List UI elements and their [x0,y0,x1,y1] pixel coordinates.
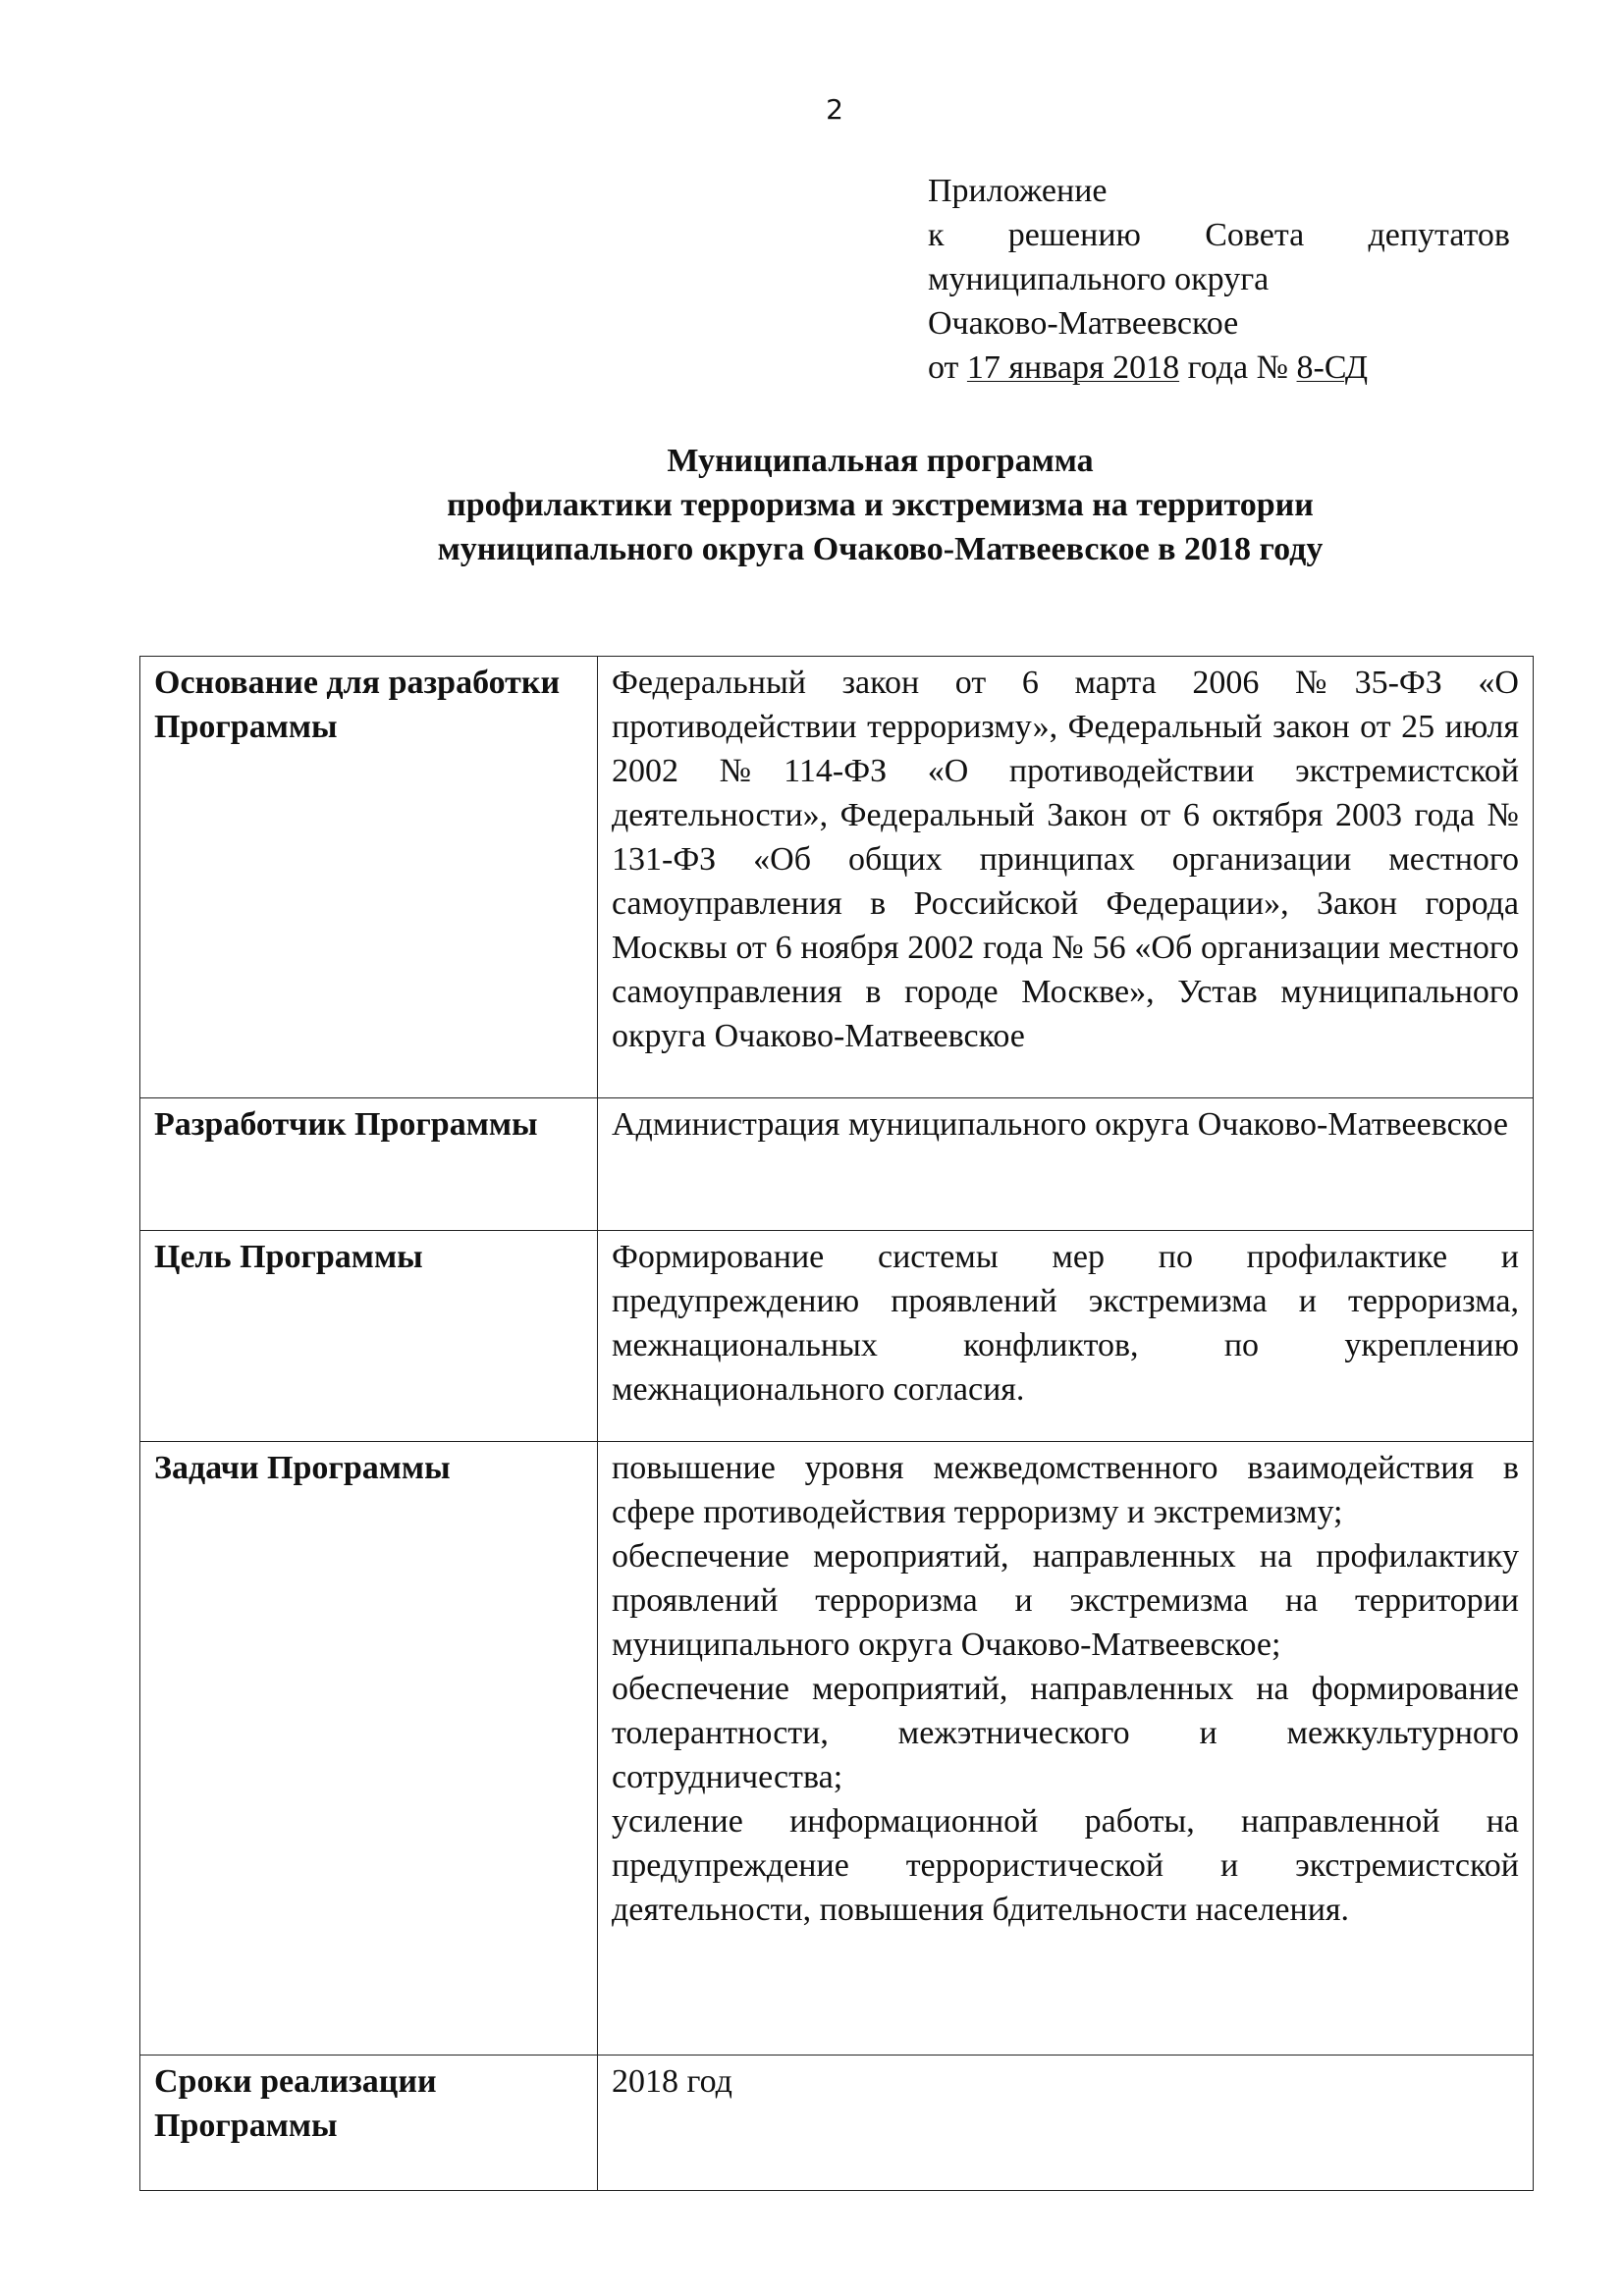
row-value-tasks [598,1442,1534,2056]
task-item: повышение уровня межведомственного взаимодействия в сфере противодействия терроризму и экстремизму; [612,1450,1519,1530]
table-row [140,657,1534,1098]
appendix-block [928,169,1510,390]
appendix-district-line: муниципального округа [928,261,1270,297]
row-value-term: 2018 год [598,2056,1534,2191]
row-value-basis: Федеральный закон от 6 марта 2006 №35-ФЗ «О противодействии терроризму», Федеральный закон от 25 июля 2002 №114-ФЗ «О противодействии экстремистской деятельности», Федеральный Закон от 6 октября 2003 года № 131-ФЗ «Об общих принципах организации местного самоуправления в Российской Федерации», Закон города Москвы от 6 ноября 2002 года № 56 «Об организации местного самоуправления в городе Москве», Устав муниципального округа Очаково-Матвеевское [598,657,1534,1098]
program-passport-table [139,656,1534,2191]
table-row [140,1442,1534,2056]
title-line-3: муниципального округа Очаково-Матвеевское в 2018 году [437,531,1324,567]
row-value-goal: Формирование системы мер по профилактике и предупреждению проявлений экстремизма и терроризма, межнациональных конфликтов, по укреплению межнационального согласия. [598,1231,1534,1442]
task-item: обеспечение мероприятий, направленных на профилактику проявлений терроризма и экстремизма на территории муниципального округа Очаково-Матвеевское; [612,1538,1519,1663]
table-row [140,1231,1534,1442]
table-row [140,2056,1534,2191]
appendix-heading: Приложение [928,173,1108,209]
page-number: 2 [826,93,843,126]
number-prefix: года № [1179,349,1297,386]
row-label-basis: Основание для разработки Программы [140,657,598,1098]
appendix-decision-line: к решению Совета депутатов [928,217,1510,253]
decision-date: 17 января 2018 [966,349,1180,386]
title-line-1: Муниципальная программа [667,443,1094,479]
row-label-goal: Цель Программы [140,1231,598,1442]
row-label-term: Сроки реализации Программы [140,2056,598,2191]
table-row [140,1098,1534,1231]
appendix-date-line [928,346,1510,390]
row-value-developer: Администрация муниципального округа Очаково-Матвеевское [598,1098,1534,1231]
task-item: усиление информационной работы, направленной на предупреждение террористической и экстремистской деятельности, повышения бдительности населения. [612,1803,1519,1928]
decision-number: 8-СД [1296,349,1369,386]
row-label-tasks: Задачи Программы [140,1442,598,2056]
task-item: обеспечение мероприятий, направленных на формирование толерантности, межэтнического и межкультурного сотрудничества; [612,1671,1519,1795]
appendix-district-name: Очаково-Матвеевское [928,305,1239,342]
title-line-2: профилактики терроризма и экстремизма на территории [447,487,1314,523]
date-prefix: от [928,349,967,386]
row-label-developer: Разработчик Программы [140,1098,598,1231]
document-title [0,439,1623,571]
